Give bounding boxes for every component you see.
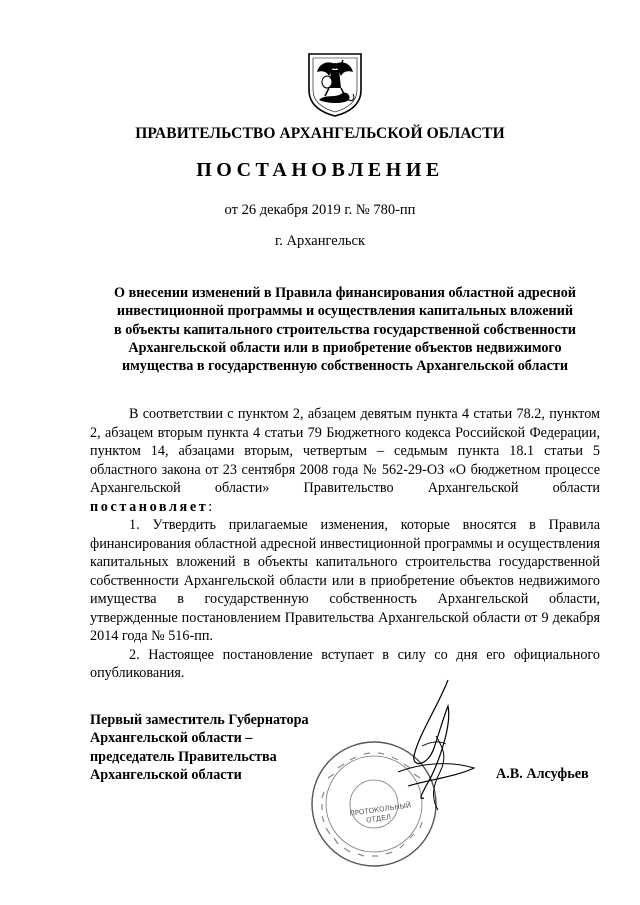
subject-line: инвестиционной программы и осуществления капитальных вложений bbox=[116, 303, 574, 320]
preamble-text: В соответствии с пунктом 2, абзацем девятым пункта 4 статьи 78.2, пунктом 2, абзацем вторым пункта 4 статьи 79 Бюджетного кодекса Российской Федерации, пунктом 14, абзацами вторым, четвертым – седьмым пункта 18.1 статьи 5 областного закона от 23 сентября 2008 года № 562-29-ОЗ «О бюджетном процессе Архангельской области» Правительство Архангельской области bbox=[90, 406, 600, 496]
government-title: ПРАВИТЕЛЬСТВО АРХАНГЕЛЬСКОЙ ОБЛАСТИ bbox=[135, 125, 505, 142]
position-line: Архангельской области – bbox=[90, 730, 253, 747]
document-type: ПОСТАНОВЛЕНИЕ bbox=[196, 159, 444, 181]
subject-line: в объекты капитального строительства государственной собственности bbox=[114, 321, 576, 338]
position-line: председатель Правительства bbox=[90, 748, 277, 765]
preamble-paragraph bbox=[90, 405, 600, 516]
item-1-paragraph: 1. Утвердить прилагаемые изменения, которые вносятся в Правила финансирования областной адресной инвестиционной программы и осуществления капитальных вложений в объекты капитального строительства государственной собственности Архангельской области или в приобретение объектов недвижимого имущества в государственную собственность Архангельской области, утвержденные постановлением Правительства Архангельской области от 9 декабря 2014 года № 516-пп. bbox=[90, 517, 600, 644]
position-line: Архангельской области bbox=[90, 766, 242, 783]
handwritten-signature-icon bbox=[378, 676, 488, 816]
subject-line: Архангельской области или в приобретение объектов недвижимого bbox=[128, 339, 562, 356]
item-2-paragraph: 2. Настоящее постановление вступает в силу со дня его официального опубликования. bbox=[90, 646, 600, 681]
document-subject bbox=[80, 284, 610, 375]
arkhangelsk-coat-of-arms-icon bbox=[305, 50, 365, 118]
document-body bbox=[90, 405, 600, 683]
position-line: Первый заместитель Губернатора bbox=[90, 712, 309, 728]
signatory-name: А.В. Алсуфьев bbox=[496, 766, 589, 782]
decides-word: постановляет bbox=[90, 498, 209, 515]
subject-line: О внесении изменений в Правила финансирования областной адресной bbox=[114, 285, 576, 301]
document-date-number: от 26 декабря 2019 г. № 780-пп bbox=[224, 202, 416, 218]
subject-line: имущества в государственную собственность Архангельской области bbox=[121, 358, 569, 375]
stamp-text: ПРОТОКОЛЬНЫЙ ОТДЕЛ bbox=[349, 801, 412, 825]
decides-suffix: : bbox=[208, 498, 213, 515]
document-place: г. Архангельск bbox=[274, 233, 366, 249]
